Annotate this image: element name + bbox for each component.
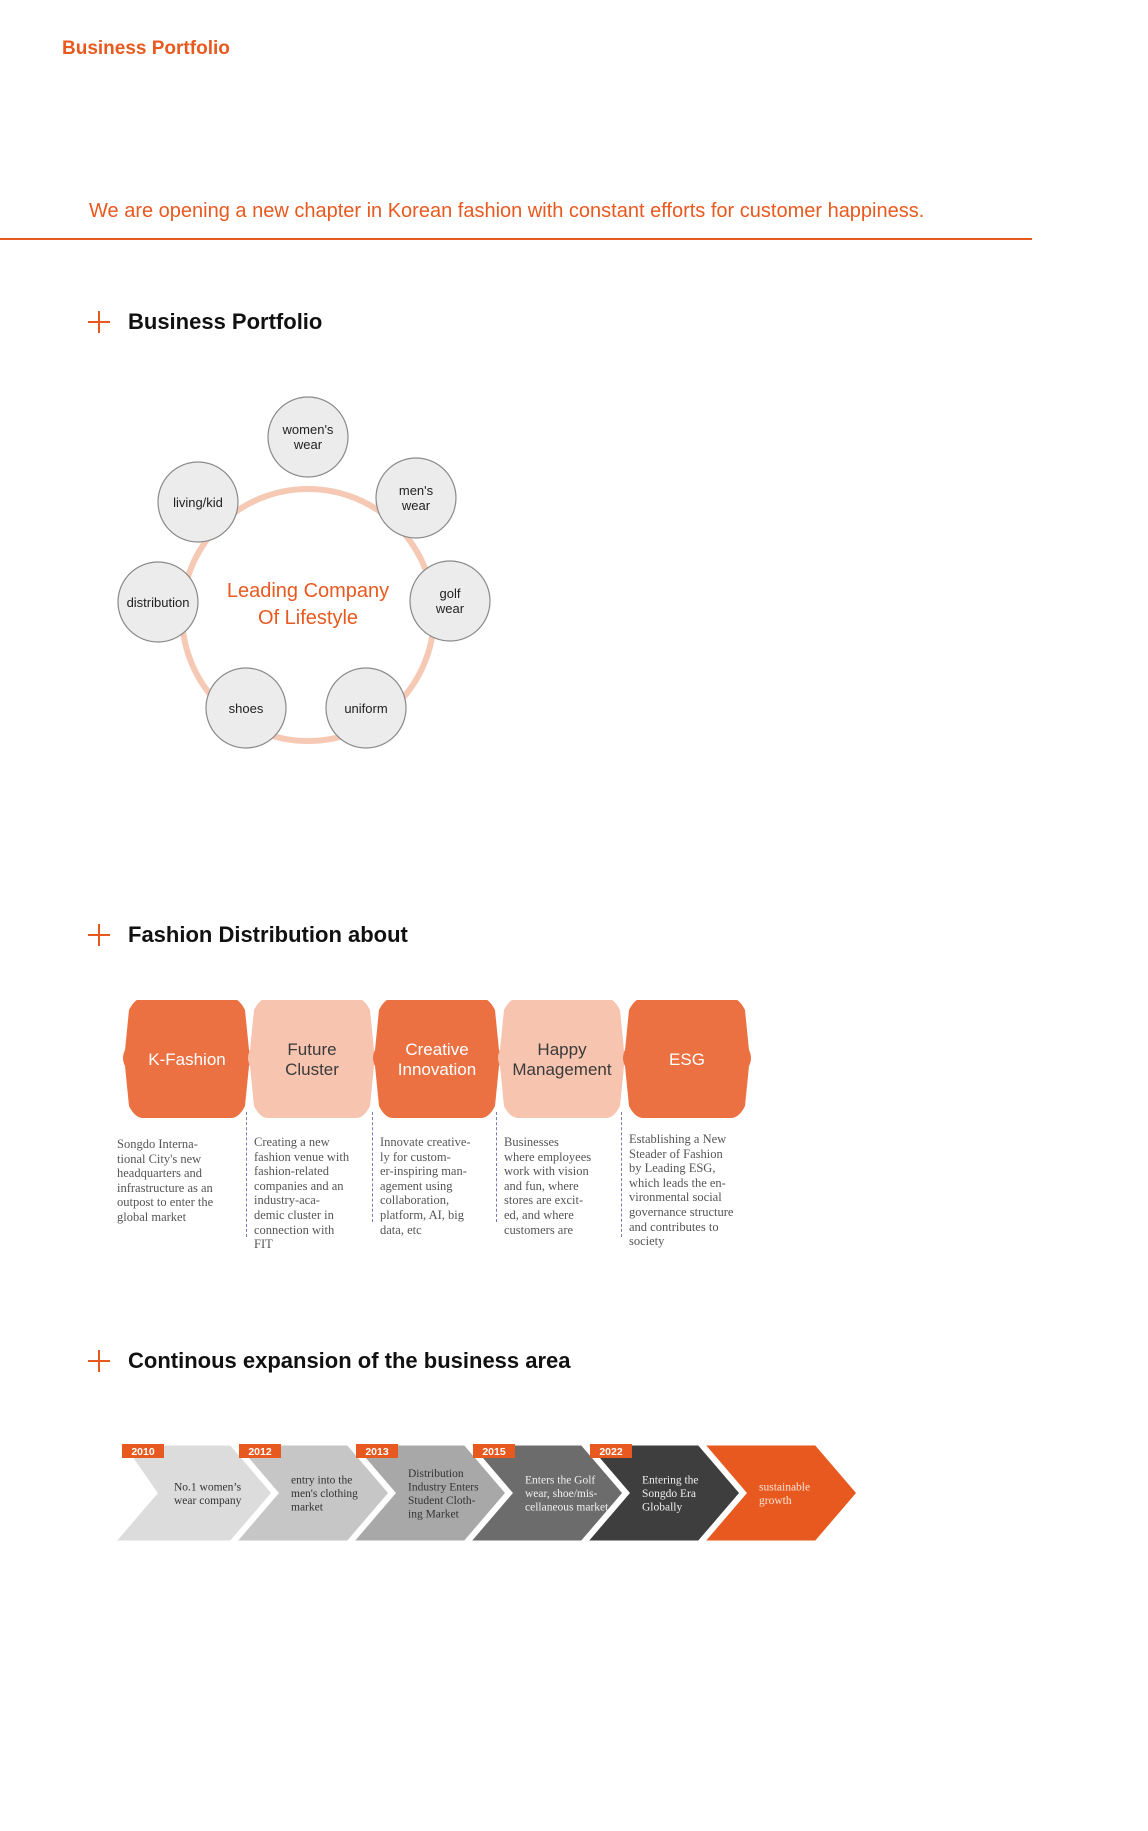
- hex-label: K-Fashion: [148, 1050, 226, 1069]
- portfolio-center-line2: Of Lifestyle: [257, 607, 359, 629]
- portfolio-center-line1: Leading Company: [226, 580, 390, 602]
- portfolio-node-mens-wear: [376, 458, 456, 538]
- desc-line: Businesses: [504, 1135, 559, 1149]
- desc-line: vironmental social: [629, 1190, 722, 1205]
- desc-line: Innovate creative-: [380, 1135, 471, 1149]
- portfolio-node-distribution: [118, 562, 198, 642]
- desc-line: connection with: [254, 1222, 335, 1237]
- section-title-text: Continous expansion of the business area: [128, 1348, 571, 1373]
- desc-divider: [372, 1112, 373, 1222]
- hex-label: Creative: [405, 1040, 469, 1059]
- section-title-distribution: [88, 922, 408, 948]
- timeline-step-text: Student Cloth-: [408, 1494, 476, 1507]
- timeline-step-text: growth: [759, 1494, 792, 1507]
- portfolio-node-living-kid: [158, 462, 238, 542]
- hex-label: Happy: [537, 1040, 587, 1059]
- portfolio-node-label: living/kid: [173, 495, 223, 510]
- desc-happy-management: [504, 1135, 591, 1237]
- desc-line: infrastructure as an: [117, 1180, 213, 1195]
- timeline-step-text: sustainable: [759, 1481, 811, 1494]
- timeline-step-text: wear, shoe/mis-: [525, 1488, 598, 1500]
- portfolio-node-label: shoes: [228, 701, 264, 716]
- desc-line: governance structure: [629, 1204, 734, 1219]
- timeline-step-text: Distribution: [408, 1467, 464, 1480]
- desc-creative-innovation: [380, 1135, 471, 1237]
- desc-line: outpost to enter the: [117, 1195, 214, 1210]
- timeline-step-text: men's clothing: [291, 1488, 358, 1500]
- year-badge-label: 2010: [131, 1446, 155, 1458]
- section-title-text: Business Portfolio: [128, 309, 323, 334]
- desc-future-cluster: [254, 1135, 349, 1252]
- desc-line: tional City's new: [117, 1151, 202, 1166]
- desc-line: industry-aca-: [254, 1193, 320, 1208]
- portfolio-node-label: wear: [401, 498, 431, 513]
- timeline-step-text: market: [291, 1501, 323, 1514]
- timeline-step-text: wear company: [174, 1494, 242, 1507]
- section-title-portfolio: [88, 309, 322, 335]
- hex-label: Future: [287, 1040, 337, 1059]
- portfolio-node-label: wear: [293, 437, 323, 452]
- desc-line: stores are excit-: [504, 1193, 584, 1208]
- section-title-expansion: [88, 1348, 571, 1374]
- desc-line: and contributes to: [629, 1219, 719, 1234]
- desc-line: and fun, where: [504, 1178, 579, 1193]
- timeline-step-text: Songdo Era: [642, 1488, 696, 1500]
- year-badge-label: 2013: [365, 1446, 389, 1458]
- desc-line: platform, AI, big: [380, 1207, 465, 1222]
- desc-line: demic cluster in: [254, 1207, 334, 1222]
- desc-line: ly for custom-: [380, 1149, 451, 1164]
- desc-line: agement using: [380, 1178, 453, 1193]
- hex-shape: [373, 1000, 501, 1118]
- desc-line: society: [629, 1234, 665, 1249]
- plus-icon: [88, 311, 110, 333]
- section-title-text: Fashion Distribution about: [128, 922, 408, 947]
- hex-happy-management: [498, 1000, 626, 1118]
- hex-label: ESG: [669, 1050, 705, 1069]
- desc-divider: [496, 1112, 497, 1222]
- portfolio-node-golf-wear: [410, 561, 490, 641]
- desc-esg: [629, 1132, 733, 1249]
- desc-k-fashion: [117, 1137, 213, 1225]
- desc-line: companies and an: [254, 1178, 344, 1193]
- desc-line: ed, and where: [504, 1207, 574, 1222]
- hex-label: Management: [512, 1060, 612, 1079]
- portfolio-node-shoes: [206, 668, 286, 748]
- distribution-hexagons: [110, 1000, 770, 1130]
- hex-label: Innovation: [397, 1060, 477, 1079]
- header-divider: [0, 238, 1032, 240]
- plus-icon: [88, 924, 110, 946]
- desc-line: by Leading ESG,: [629, 1161, 716, 1176]
- timeline-step-text: Entering the: [642, 1474, 699, 1487]
- desc-line: FIT: [254, 1237, 273, 1252]
- desc-line: Establishing a New: [629, 1132, 727, 1146]
- header-label: Business Portfolio: [62, 38, 230, 59]
- desc-line: Songdo Interna-: [117, 1137, 198, 1151]
- portfolio-node-label: men's: [398, 483, 434, 498]
- hex-future-cluster: [248, 1000, 376, 1118]
- desc-line: customers are: [504, 1222, 574, 1237]
- year-badge-label: 2022: [599, 1446, 623, 1458]
- timeline-step-text: entry into the: [291, 1474, 353, 1487]
- hex-k-fashion: [123, 1000, 251, 1118]
- portfolio-node-label: wear: [435, 601, 465, 616]
- timeline-step-text: cellaneous market: [525, 1501, 609, 1514]
- timeline-step-text: Industry Enters: [408, 1481, 479, 1494]
- desc-line: global market: [117, 1209, 187, 1224]
- desc-line: headquarters and: [117, 1166, 203, 1181]
- plus-icon: [88, 1350, 110, 1372]
- desc-line: fashion venue with: [254, 1149, 350, 1164]
- hex-esg: [623, 1000, 751, 1118]
- desc-line: which leads the en-: [629, 1175, 726, 1190]
- portfolio-node-uniform: [326, 668, 406, 748]
- desc-line: Creating a new: [254, 1135, 330, 1149]
- timeline-step-text: Enters the Golf: [525, 1474, 596, 1487]
- desc-line: fashion-related: [254, 1164, 329, 1179]
- portfolio-node-label: women's: [282, 422, 334, 437]
- hex-creative-innovation: [373, 1000, 501, 1118]
- desc-divider: [621, 1112, 622, 1237]
- intro-tagline: We are opening a new chapter in Korean fashion with constant efforts for customer happiness.: [89, 200, 925, 222]
- desc-line: work with vision: [504, 1164, 589, 1179]
- hex-shape: [498, 1000, 626, 1118]
- desc-line: data, etc: [380, 1222, 422, 1237]
- timeline-step-text: Globally: [642, 1501, 683, 1514]
- portfolio-diagram: [100, 390, 520, 770]
- portfolio-node-label: uniform: [344, 701, 388, 716]
- portfolio-node-womens-wear: [268, 397, 348, 477]
- hex-label: Cluster: [285, 1060, 339, 1079]
- desc-line: collaboration,: [380, 1193, 450, 1208]
- desc-divider: [246, 1112, 247, 1237]
- portfolio-node-label: golf: [439, 586, 461, 601]
- desc-line: where employees: [504, 1149, 592, 1164]
- portfolio-node-label: distribution: [126, 595, 190, 610]
- desc-line: Steader of Fashion: [629, 1146, 723, 1161]
- desc-line: er-inspiring man-: [380, 1164, 467, 1179]
- year-badge-label: 2012: [248, 1446, 272, 1458]
- hex-shape: [248, 1000, 376, 1118]
- timeline-step-text: ing Market: [408, 1508, 459, 1521]
- expansion-timeline: [110, 1436, 880, 1546]
- timeline-step-text: No.1 women’s: [174, 1481, 242, 1494]
- year-badge-label: 2015: [482, 1446, 506, 1458]
